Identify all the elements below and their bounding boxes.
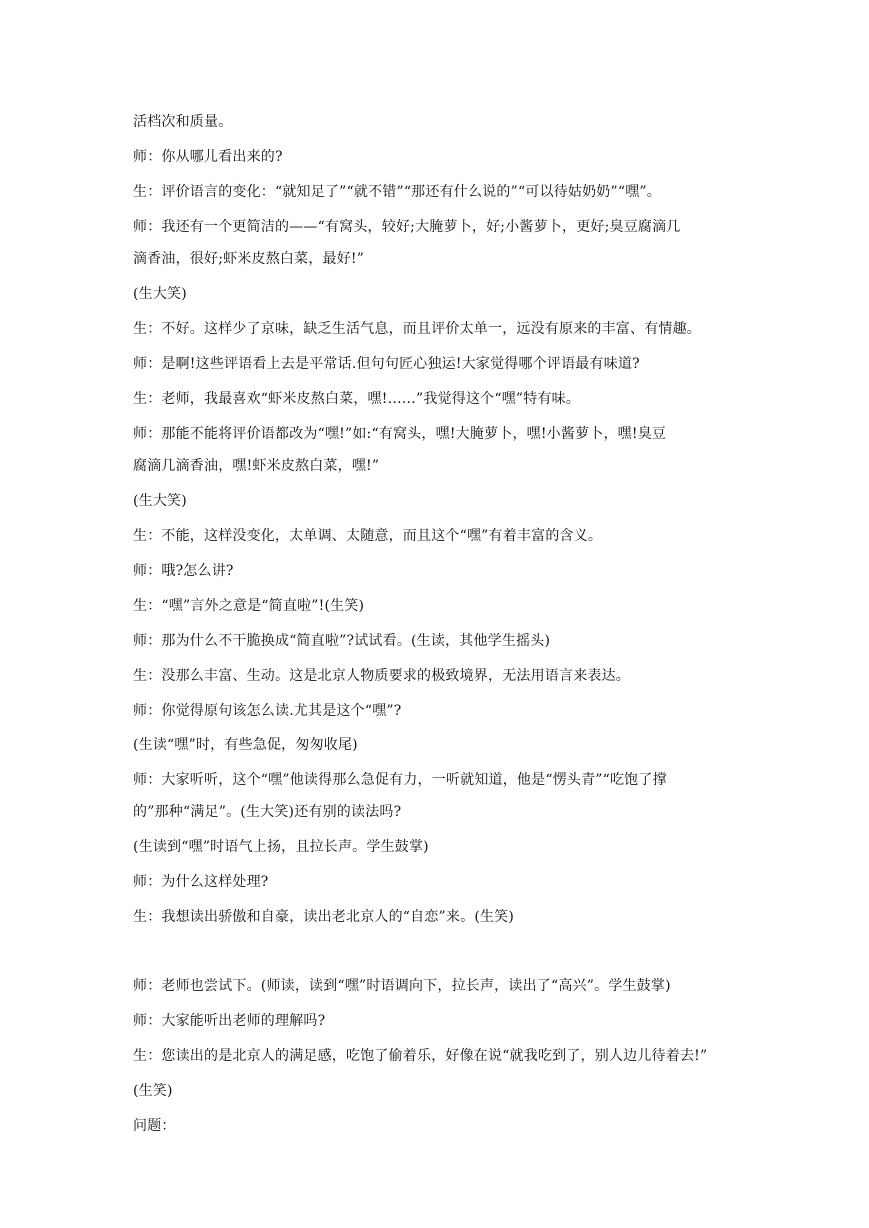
text-line: 师：大家听听，这个“嘿”他读得那么急促有力，一听就知道，他是“愣头青”“吃饱了撑 <box>133 772 667 788</box>
text-line: 师：你觉得原句该怎么读.尤其是这个“嘿”? <box>133 703 402 719</box>
text-line: 师：是啊!这些评语看上去是平常话.但句句匠心独运!大家觉得哪个评语最有味道? <box>133 356 640 372</box>
text-line: 问题： <box>133 1118 176 1134</box>
text-line: 师：我还有一个更简洁的——“有窝头，较好;大腌萝卜，好;小酱萝卜，更好;臭豆腐滴几 <box>133 219 681 235</box>
text-line: 生：“嘿”言外之意是“简直啦”!(生笑) <box>133 598 365 614</box>
text-line: (生笑) <box>133 1083 173 1099</box>
text-line: 师：哦?怎么讲? <box>133 563 234 579</box>
text-line: 活档次和质量。 <box>133 114 233 130</box>
text-line: 生：老师，我最喜欢“虾米皮熬白菜，嘿!……”我觉得这个“嘿”特有味。 <box>133 391 581 407</box>
text-line: (生大笑) <box>133 493 187 509</box>
text-line: 生：不好。这样少了京味，缺乏生活气息，而且评价太单一，远没有原来的丰富、有情趣。 <box>133 321 701 337</box>
text-line: 生：不能，这样没变化，太单调、太随意，而且这个“嘿”有着丰富的含义。 <box>133 528 603 544</box>
text-line: 腐滴几滴香油，嘿!虾米皮熬白菜，嘿!” <box>133 458 380 474</box>
text-line: 滴香油，很好;虾米皮熬白菜，最好!” <box>133 251 365 267</box>
text-line: 生：没那么丰富、生动。这是北京人物质要求的极致境界，无法用语言来表达。 <box>133 668 630 684</box>
text-line: 师：你从哪儿看出来的? <box>133 149 283 165</box>
text-line: 师：大家能听出老师的理解吗? <box>133 1013 326 1029</box>
text-line: 生：我想读出骄傲和自豪，读出老北京人的“自恋”来。(生笑) <box>133 909 515 925</box>
text-line: 师：为什么这样处理? <box>133 874 269 890</box>
text-line: (生大笑) <box>133 286 187 302</box>
text-line: 生：评价语言的变化：“就知足了”“就不错”“那还有什么说的”“可以待姑奶奶”“嘿”。 <box>133 184 661 200</box>
text-line: 的”那种“满足”。(生大笑)还有别的读法吗? <box>133 804 402 820</box>
text-line: (生读到“嘿”时语气上扬，且拉长声。学生鼓掌) <box>133 839 429 855</box>
text-line: (生读“嘿”时，有些急促，匆匆收尾) <box>133 737 358 753</box>
text-line: 师：那为什么不干脆换成“简直啦”?试试看。(生读，其他学生摇头) <box>133 633 551 649</box>
text-line: 师：那能不能将评价语都改为“嘿!”如:“有窝头，嘿!大腌萝卜，嘿!小酱萝卜，嘿!臭豆 <box>133 426 667 442</box>
text-line: 生：您读出的是北京人的满足感，吃饱了偷着乐，好像在说“就我吃到了，别人边儿待着去!” <box>133 1048 708 1064</box>
text-line: 师：老师也尝试下。(师读，读到“嘿”时语调向下，拉长声，读出了“高兴”。学生鼓掌) <box>133 978 671 994</box>
